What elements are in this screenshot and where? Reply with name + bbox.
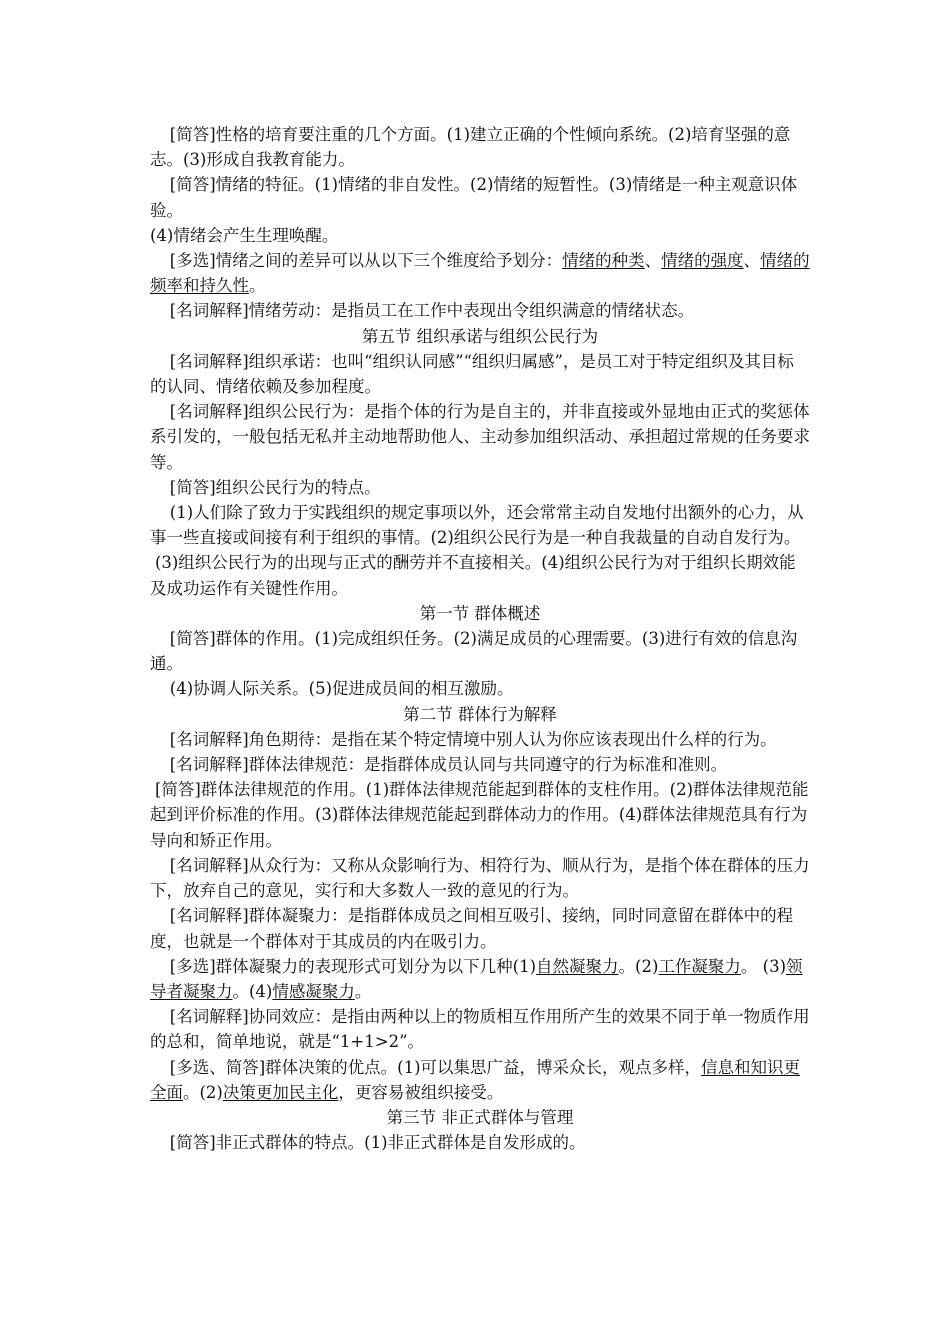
paragraph: [名词解释]角色期待：是指在某个特定情境中别人认为你应该表现出什么样的行为。 bbox=[169, 729, 777, 749]
paragraph: (4)情绪会产生生理唤醒。 bbox=[150, 225, 339, 245]
text-run: [多选]群体凝聚力的表现形式可划分为以下几种(1) bbox=[169, 956, 537, 976]
underlined-answer: 信息和知识更全面 bbox=[150, 1057, 801, 1102]
paragraph bbox=[150, 1055, 810, 1105]
underlined-answer: 情绪的频率和持久性 bbox=[150, 251, 810, 296]
underlined-answer: 决策更加民主化 bbox=[222, 1082, 339, 1102]
text-run: 、 bbox=[644, 251, 662, 271]
underlined-answer: 情绪的强度 bbox=[661, 251, 744, 271]
section-heading: 第三节 非正式群体与管理 bbox=[386, 1107, 574, 1127]
paragraph: [简答]非正式群体的特点。(1)非正式群体是自发形成的。 bbox=[169, 1133, 586, 1153]
paragraph: (4)协调人际关系。(5)促进成员间的相互激励。 bbox=[169, 679, 514, 699]
text-run: 。 bbox=[249, 276, 266, 296]
paragraph: [名词解释]群体凝聚力：是指群体成员之间相互吸引、接纳，同时同意留在群体中的程度，也就是一个群体对于其成员的内在吸引力。 bbox=[150, 906, 794, 951]
paragraph: [名词解释]群体法律规范：是指群体成员认同与共同遵守的行为标准和准则。 bbox=[169, 755, 728, 775]
underlined-answer: 工作凝聚力 bbox=[658, 956, 741, 976]
paragraph bbox=[150, 248, 810, 298]
text-run: [多选、简答]群体决策的优点。(1)可以集思广益，博采众长，观点多样， bbox=[169, 1057, 702, 1077]
text-run: 。 (3) bbox=[740, 956, 787, 976]
paragraph bbox=[150, 954, 810, 1004]
section-heading: 第二节 群体行为解释 bbox=[403, 704, 557, 724]
text-run: 。(2) bbox=[183, 1082, 223, 1102]
text-run: ，更容易被组织接受。 bbox=[338, 1082, 504, 1102]
paragraph: (1)人们除了致力于实践组织的规定事项以外，还会常常主动自发地付出额外的心力，从事一些直接或间接有利于组织的事情。(2)组织公民行为是一种自我裁量的自动自发行为。 bbox=[150, 503, 804, 548]
section-heading: 第一节 群体概述 bbox=[419, 603, 541, 623]
underlined-answer: 情绪的种类 bbox=[562, 251, 645, 271]
paragraph: [简答]群体的作用。(1)完成组织任务。(2)满足成员的心理需要。(3)进行有效的信息沟通。 bbox=[150, 629, 798, 674]
text-run: [多选]情绪之间的差异可以从以下三个维度给予划分： bbox=[169, 251, 563, 271]
paragraph: [简答]性格的培育要注重的几个方面。(1)建立正确的个性倾向系统。(2)培育坚强的意志。(3)形成自我教育能力。 bbox=[150, 125, 791, 170]
paragraph: [名词解释]从众行为：又称从众影响行为、相符行为、顺从行为，是指个体在群体的压力下，放弃自己的意见，实行和大多数人一致的意见的行为。 bbox=[150, 855, 810, 901]
paragraph: (3)组织公民行为的出现与正式的酬劳并不直接相关。(4)组织公民行为对于组织长期效能及成功运作有关键性作用。 bbox=[150, 553, 796, 598]
underlined-answer: 情感凝聚力 bbox=[272, 981, 355, 1001]
paragraph: [简答]群体法律规范的作用。(1)群体法律规范能起到群体的支柱作用。(2)群体法律规范能起到评价标准的作用。(3)群体法律规范能起到群体动力的作用。(4)群体法律规范具有行为导向和矫正作用。 bbox=[150, 780, 809, 850]
underlined-answer: 领导者凝聚力 bbox=[150, 956, 803, 1001]
paragraph: [简答]情绪的特征。(1)情绪的非自发性。(2)情绪的短暂性。(3)情绪是一种主观意识体验。 bbox=[150, 175, 798, 220]
text-run: 、 bbox=[743, 251, 761, 271]
text-run: 。(2) bbox=[618, 956, 659, 976]
text-run: 。 bbox=[354, 981, 372, 1001]
document-page bbox=[150, 122, 810, 1155]
paragraph: [名词解释]组织承诺：也叫“组织认同感”“组织归属感”，是员工对于特定组织及其目标的认同、情绪依赖及参加程度。 bbox=[150, 351, 794, 397]
underlined-answer: 自然凝聚力 bbox=[536, 956, 619, 976]
paragraph: [简答]组织公民行为的特点。 bbox=[169, 477, 381, 497]
paragraph: [名词解释]情绪劳动：是指员工在工作中表现出令组织满意的情绪状态。 bbox=[169, 301, 695, 321]
text-run: 。(4) bbox=[232, 981, 273, 1001]
paragraph: [名词解释]组织公民行为：是指个体的行为是自主的，并非直接或外显地由正式的奖惩体系引发的，一般包括无私并主动地帮助他人、主动参加组织活动、承担超过常规的任务要求等。 bbox=[150, 402, 810, 472]
paragraph: [名词解释]协同效应：是指由两种以上的物质相互作用所产生的效果不同于单一物质作用的总和，简单地说，就是“1+1>2”。 bbox=[150, 1007, 810, 1052]
section-heading: 第五节 组织承诺与组织公民行为 bbox=[361, 326, 599, 346]
